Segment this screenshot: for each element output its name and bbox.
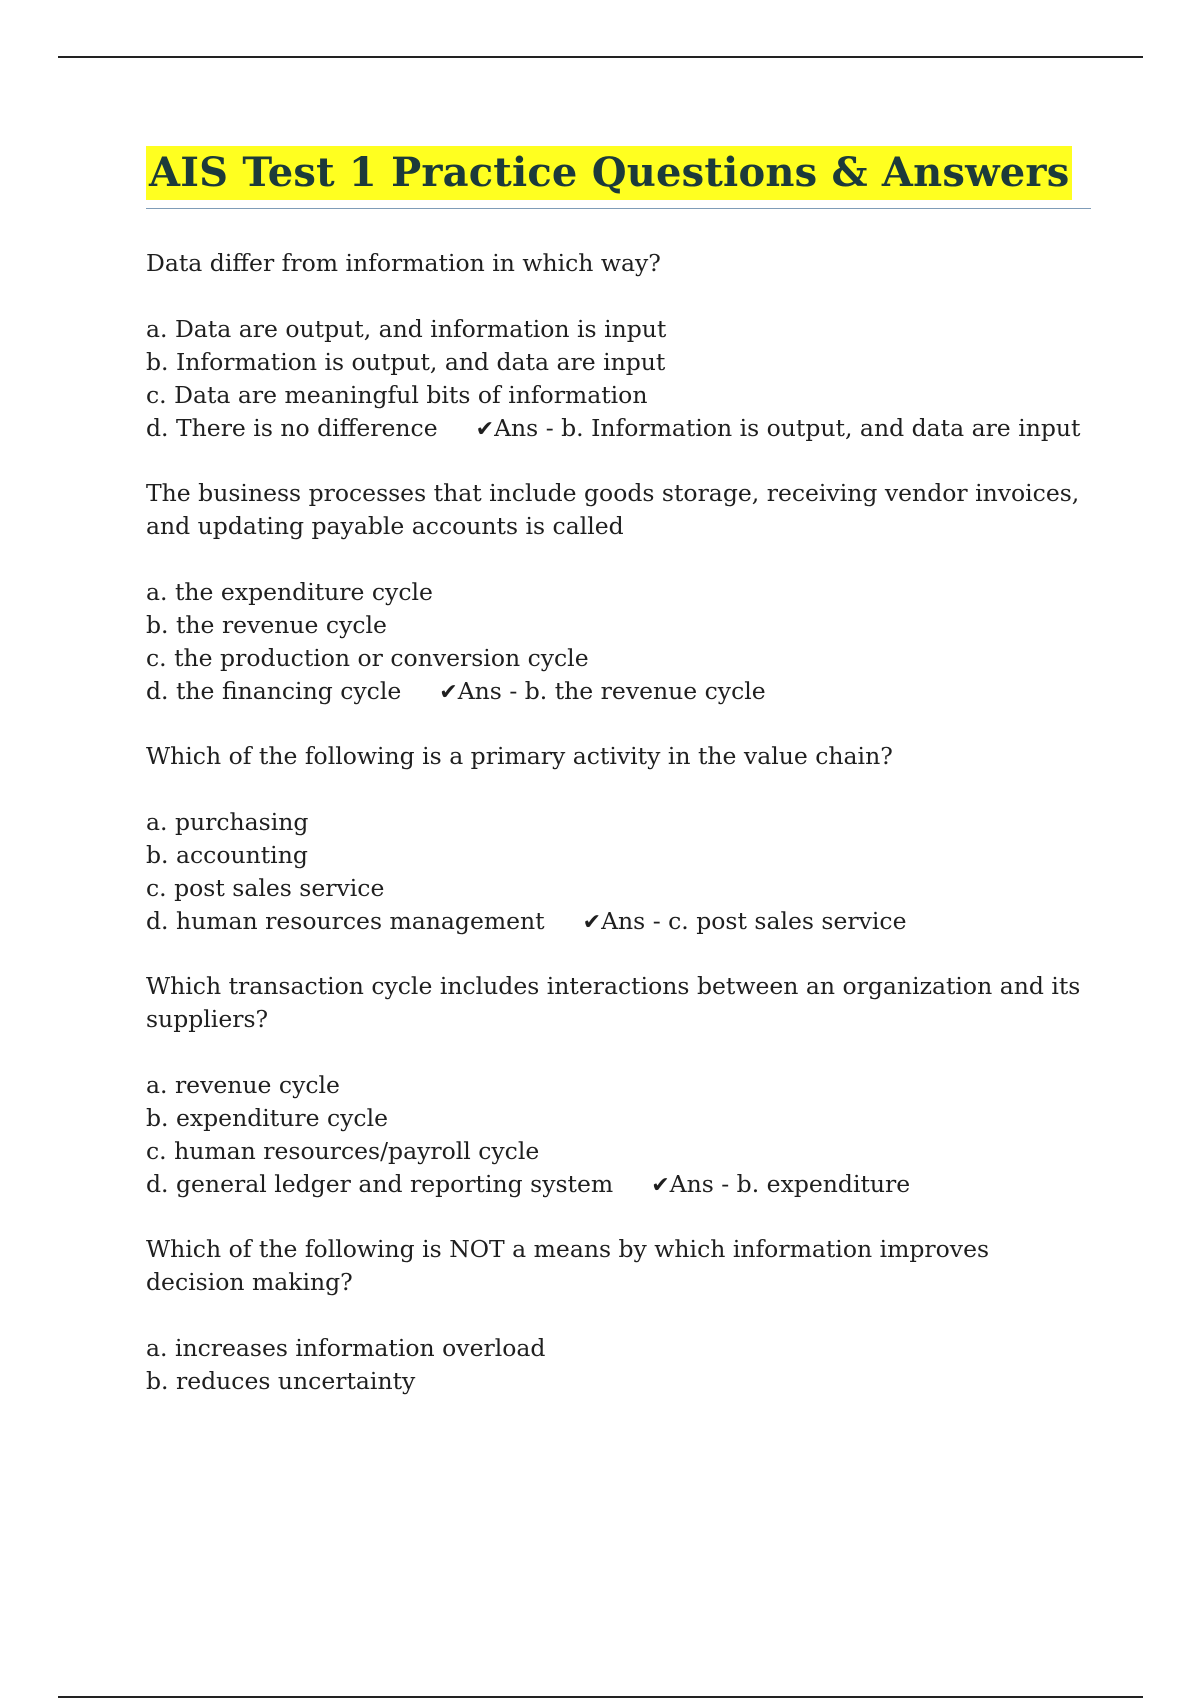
correct-answer [651, 1170, 910, 1198]
question-block [146, 247, 1091, 446]
document-body [146, 146, 1091, 1429]
correct-answer [439, 677, 765, 705]
answer-option: b. Information is output, and data are input [146, 348, 666, 376]
question-text: Which of the following is a primary activity in the value chain? [146, 742, 893, 770]
correct-answer-text: Ans - b. expenditure [669, 1170, 911, 1198]
answer-option: c. Data are meaningful bits of information [146, 381, 648, 409]
answer-option: c. human resources/payroll cycle [146, 1137, 540, 1165]
answer-option: d. human resources management [146, 907, 545, 935]
answer-option-with-answer [146, 412, 1091, 446]
answer-option: b. expenditure cycle [146, 1104, 388, 1132]
question-text: Which of the following is NOT a means by which information improves decision making? [146, 1235, 990, 1296]
page-bottom-rule [58, 1696, 1143, 1698]
answer-option: b. accounting [146, 841, 308, 869]
answer-option-with-answer [146, 1168, 1091, 1202]
question-text: The business processes that include goods storage, receiving vendor invoices, and updating payable accounts is called [146, 479, 1080, 540]
title-block [146, 146, 1091, 209]
page-top-rule [58, 56, 1143, 58]
answer-option: a. the expenditure cycle [146, 578, 433, 606]
answer-option: b. reduces uncertainty [146, 1367, 416, 1395]
answer-option: a. increases information overload [146, 1334, 546, 1362]
answer-option: d. There is no difference [146, 414, 438, 442]
question-text: Which transaction cycle includes interactions between an organization and its suppliers? [146, 972, 1081, 1033]
answer-option: a. revenue cycle [146, 1071, 340, 1099]
answer-option: c. the production or conversion cycle [146, 644, 589, 672]
answer-option: d. general ledger and reporting system [146, 1170, 614, 1198]
check-icon: ✔ [475, 417, 495, 442]
answer-option-with-answer [146, 905, 1091, 939]
question-block [146, 477, 1091, 709]
answer-option: a. purchasing [146, 808, 309, 836]
answer-option: c. post sales service [146, 874, 385, 902]
question-text: Data differ from information in which way? [146, 249, 661, 277]
check-icon: ✔ [439, 680, 458, 705]
correct-answer-text: Ans - b. Information is output, and data are input [494, 414, 1081, 442]
correct-answer [583, 907, 907, 935]
answer-option: d. the financing cycle [146, 677, 402, 705]
question-block [146, 970, 1091, 1202]
correct-answer-text: Ans - b. the revenue cycle [457, 677, 766, 705]
check-icon: ✔ [582, 910, 602, 935]
answer-option: b. the revenue cycle [146, 611, 387, 639]
check-icon: ✔ [651, 1173, 670, 1198]
answer-option-with-answer [146, 675, 1091, 709]
question-block [146, 740, 1091, 939]
document-title: AIS Test 1 Practice Questions & Answers [146, 146, 1072, 200]
answer-option: a. Data are output, and information is input [146, 315, 667, 343]
question-block [146, 1233, 1091, 1398]
correct-answer-text: Ans - c. post sales service [601, 907, 907, 935]
correct-answer [476, 414, 1081, 442]
